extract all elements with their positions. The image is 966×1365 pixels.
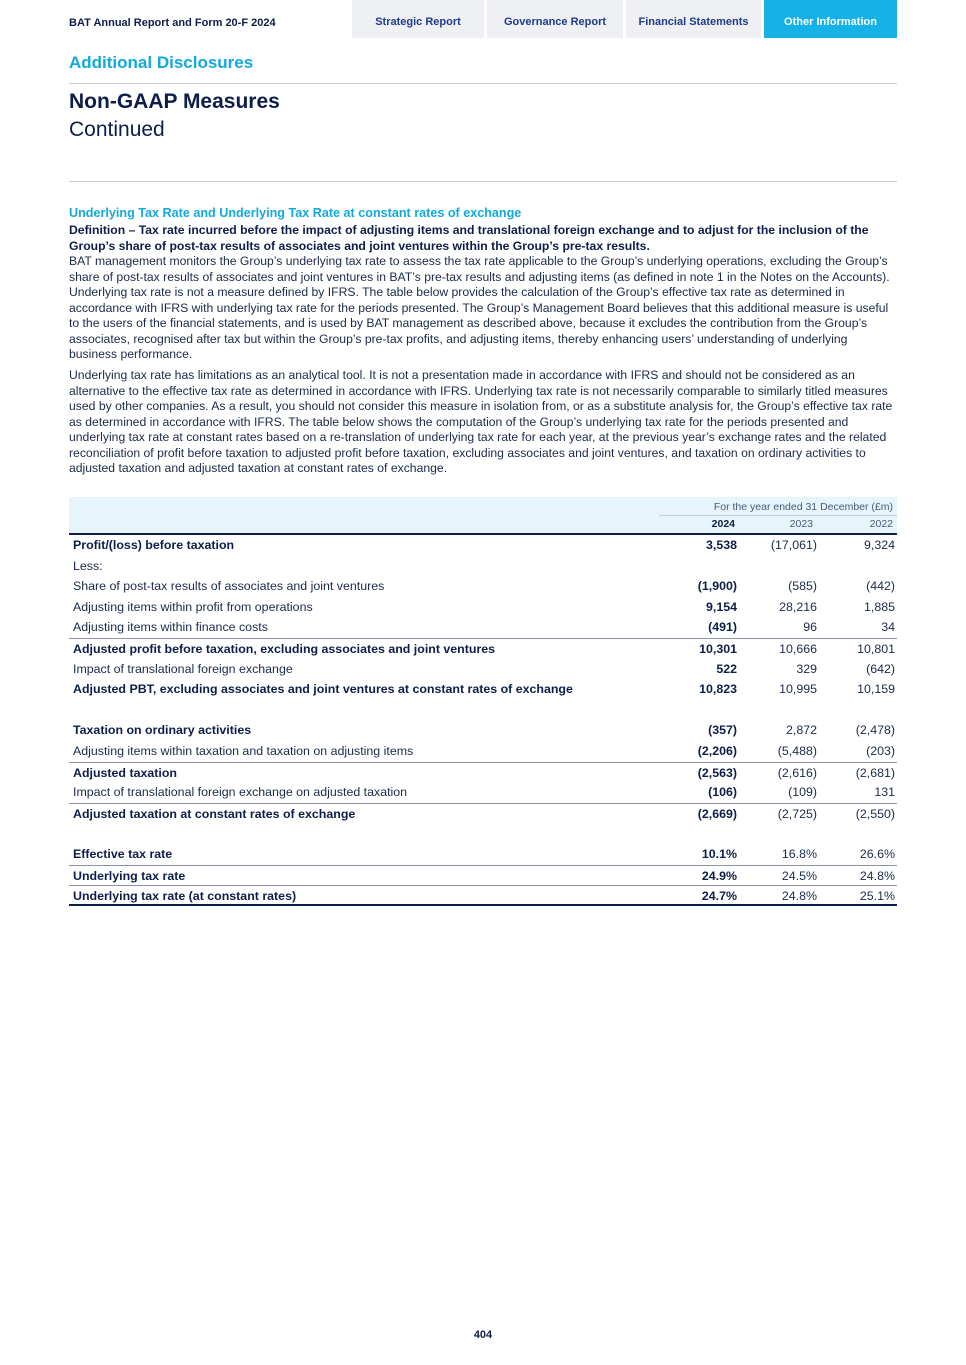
row-label: Effective tax rate	[73, 846, 173, 861]
table-row	[69, 865, 897, 886]
row-label: Adjusted PBT, excluding associates and joint ventures at constant rates of exchange	[73, 682, 573, 697]
cell-2022: (203)	[866, 743, 895, 758]
cell-2023: 16.8%	[781, 846, 817, 861]
cell-2022: 25.1%	[859, 889, 895, 904]
cell-2024: 10,301	[699, 641, 737, 656]
table-row	[69, 535, 897, 556]
cell-2023: 96	[803, 620, 817, 635]
top-navigation-bar	[0, 0, 966, 38]
cell-2024: (2,206)	[697, 743, 737, 758]
cell-2024: 10.1%	[701, 846, 737, 861]
page-title: Non-GAAP Measures	[69, 90, 280, 113]
table-row	[69, 617, 897, 638]
cell-2023: (109)	[788, 785, 817, 800]
tab-other-information[interactable]: Other Information	[764, 0, 897, 38]
page-number: 404	[473, 1329, 493, 1341]
cell-2024: (106)	[708, 785, 737, 800]
cell-2023: (585)	[788, 579, 817, 594]
cell-2022: (2,478)	[855, 723, 895, 738]
cell-2024: 3,538	[705, 538, 737, 552]
table-row	[69, 556, 897, 577]
tab-strategic-report[interactable]: Strategic Report	[352, 0, 484, 38]
cell-2022: (2,550)	[855, 806, 895, 821]
tab-financial-statements[interactable]: Financial Statements	[626, 0, 761, 38]
cell-2022: 131	[874, 785, 895, 800]
cell-2023: 329	[796, 661, 817, 676]
page-subtitle: Continued	[69, 118, 165, 141]
row-label: Adjusted taxation at constant rates of exchange	[73, 806, 356, 821]
definition-text: Definition – Tax rate incurred before the impact of adjusting items and translational foreign exchange and to adjust for the inclusion of the Group’s share of post-tax results of associates and joint ventures within the Group’s pre-tax results.	[69, 223, 869, 253]
table-row	[69, 885, 897, 906]
cell-2022: (442)	[866, 579, 895, 594]
cell-2024: 24.7%	[701, 889, 737, 904]
period-label: For the year ended 31 December (£m)	[713, 501, 893, 513]
cell-2024: 10,823	[699, 682, 737, 697]
cell-2024: 9,154	[705, 599, 737, 614]
tab-governance-report[interactable]: Governance Report	[487, 0, 623, 38]
section-subheading: Underlying Tax Rate and Underlying Tax Rate at constant rates of exchange	[69, 206, 522, 220]
cell-2023: (2,725)	[777, 806, 817, 821]
table-spacer-row	[69, 823, 897, 844]
divider	[659, 515, 897, 516]
cell-2022: 34	[881, 620, 895, 635]
table-row	[69, 576, 897, 597]
row-label: Underlying tax rate	[73, 868, 186, 883]
table-spacer-row	[69, 700, 897, 721]
row-label: Impact of translational foreign exchange on adjusted taxation	[73, 785, 408, 800]
row-label: Profit/(loss) before taxation	[73, 538, 235, 552]
cell-2024: (2,669)	[697, 806, 737, 821]
divider	[69, 83, 897, 84]
cell-2022: 1,885	[863, 599, 895, 614]
cell-2023: 24.8%	[781, 889, 817, 904]
table-row	[69, 782, 897, 803]
cell-2023: 28,216	[779, 599, 817, 614]
column-header-2024: 2024	[711, 518, 735, 530]
body-paragraph: Underlying tax rate has limitations as an analytical tool. It is not a presentation made in accordance with IFRS and should not be considered as an alternative to the effective tax rate as determined in accordance with IFRS. Underlying tax rate is not necessarily comparable to similarly titled measures used by other companies. As a result, you should not consider this measure in isolation from, or as a substitute analysis for, the Group’s effective tax rate as determined in accordance with IFRS. The table below shows the computation of the Group’s underlying tax rate for the periods presented and underlying tax rate at constant rates based on a re-translation of underlying tax rate for each year, at the previous year’s exchange rates and the related reconciliation of profit before taxation to adjusted profit before taxation, excluding associates and joint ventures, and taxation on ordinary activities to adjusted taxation and adjusted taxation at constant rates of exchange.	[69, 368, 893, 475]
column-header-2023: 2023	[789, 518, 813, 530]
cell-2024: 522	[716, 661, 737, 676]
cell-2023: (17,061)	[770, 538, 817, 552]
column-header-2022: 2022	[869, 518, 893, 530]
row-label: Adjusted taxation	[73, 765, 177, 780]
cell-2022: (2,681)	[855, 765, 895, 780]
table-row	[69, 679, 897, 700]
cell-2022: (642)	[866, 661, 895, 676]
cell-2024: (357)	[708, 723, 737, 738]
cell-2024: (2,563)	[697, 765, 737, 780]
table-row	[69, 741, 897, 762]
row-label: Less:	[73, 558, 103, 573]
document-title: BAT Annual Report and Form 20-F 2024	[69, 17, 276, 29]
row-label: Adjusted profit before taxation, excluding associates and joint ventures	[73, 641, 496, 656]
cell-2022: 26.6%	[859, 846, 895, 861]
cell-2023: (5,488)	[777, 743, 817, 758]
cell-2024: (491)	[708, 620, 737, 635]
cell-2022: 10,159	[857, 682, 895, 697]
table-row	[69, 659, 897, 680]
body-paragraph: BAT management monitors the Group’s underlying tax rate to assess the tax rate applicable to the Group’s underlying operations, excluding the Group’s share of post-tax results of associates and joint ventures in BAT’s pre-tax results and adjusting items (as defined in note 1 in the Notes on the Accounts). Underlying tax rate is not a measure defined by IFRS. The table below provides the calculation of the Group’s effective tax rate as determined in accordance with IFRS with underlying tax rate for the periods presented. The Group’s Management Board believes that this additional measure is useful to the users of the financial statements, and is used by BAT management as described above, because it excludes the contribution from the Group’s associates, recognised after tax but within the Group’s pre-tax profits, and adjusting items, thereby enhancing users’ understanding of underlying business performance.	[69, 254, 890, 361]
tax-rate-table	[69, 497, 897, 906]
row-label: Adjusting items within profit from operations	[73, 599, 313, 614]
row-label: Adjusting items within taxation and taxation on adjusting items	[73, 743, 414, 758]
divider	[69, 181, 897, 182]
cell-2022: 10,801	[857, 641, 895, 656]
row-label: Taxation on ordinary activities	[73, 723, 252, 738]
row-label: Adjusting items within finance costs	[73, 620, 268, 635]
table-header	[69, 497, 897, 533]
table-row	[69, 803, 897, 824]
table-row	[69, 844, 897, 865]
row-label: Impact of translational foreign exchange	[73, 661, 293, 676]
table-row	[69, 720, 897, 741]
cell-2023: 10,995	[779, 682, 817, 697]
cell-2023: (2,616)	[777, 765, 817, 780]
cell-2024: (1,900)	[697, 579, 737, 594]
cell-2023: 24.5%	[781, 868, 817, 883]
cell-2023: 2,872	[785, 723, 817, 738]
cell-2022: 9,324	[863, 538, 895, 552]
table-row	[69, 638, 897, 659]
row-label: Share of post-tax results of associates and joint ventures	[73, 579, 385, 594]
table-row	[69, 762, 897, 783]
table-row	[69, 597, 897, 618]
cell-2024: 24.9%	[701, 868, 737, 883]
cell-2022: 24.8%	[859, 868, 895, 883]
section-label: Additional Disclosures	[69, 53, 254, 72]
cell-2023: 10,666	[779, 641, 817, 656]
row-label: Underlying tax rate (at constant rates)	[73, 889, 297, 904]
